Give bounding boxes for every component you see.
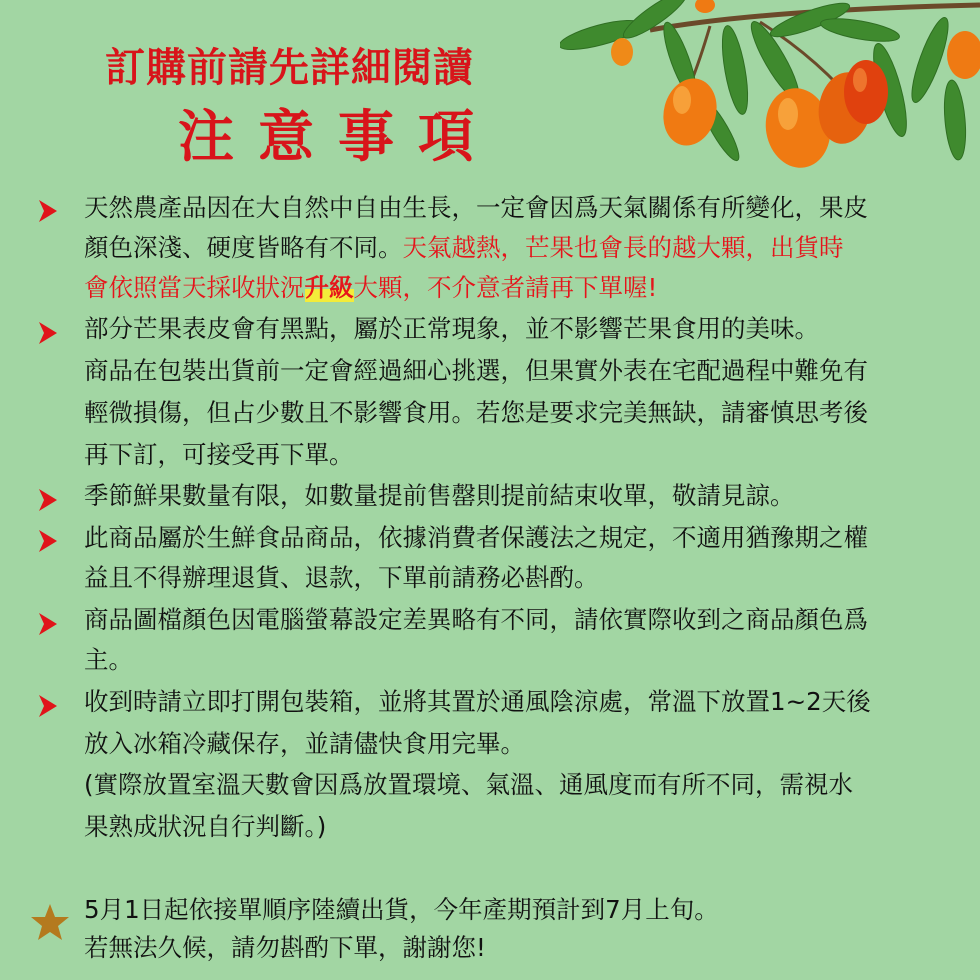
notice-2-line-1: 部分芒果表皮會有黑點，屬於正常現象，並不影響芒果食用的美味。	[84, 314, 819, 343]
notice-2-line-2: 商品在包裝出貨前一定會經過細心挑選，但果實外表在宅配過程中難免有	[84, 356, 868, 385]
notice-4-line-2: 益且不得辦理退貨、退款，下單前請務必斟酌。	[84, 563, 599, 592]
notice-6-line-4: 果熟成狀況自行判斷。)	[84, 812, 327, 841]
notice-1-line-1: 天然農產品因在大自然中自由生長，一定會因爲天氣關係有所變化，果皮	[84, 193, 868, 222]
notice-1-line-3: 會依照當天採收狀況升級大顆，不介意者請再下單喔!	[84, 273, 658, 302]
notice-5-line-2: 主。	[84, 645, 133, 674]
chevron-right-icon	[36, 611, 60, 637]
footer-line-1: 5月1日起依接單順序陸續出貨，今年產期預計到7月上旬。	[84, 895, 719, 924]
star-icon	[30, 902, 70, 942]
chevron-right-icon	[36, 528, 60, 554]
page-subtitle: 注意事項	[178, 105, 498, 170]
notice-1-line-2: 顏色深淺、硬度皆略有不同。天氣越熱，芒果也會長的越大顆，出貨時	[84, 233, 844, 262]
notice-5-line-1: 商品圖檔顏色因電腦螢幕設定差異略有不同，請依實際收到之商品顏色爲	[84, 605, 868, 634]
mango-branch-decoration	[560, 0, 980, 190]
notice-4-line-1: 此商品屬於生鮮食品商品，依據消費者保護法之規定，不適用猶豫期之權	[84, 523, 868, 552]
notice-2-line-3: 輕微損傷，但占少數且不影響食用。若您是要求完美無缺，請審慎思考後	[84, 398, 868, 427]
notice-6-line-2: 放入冰箱冷藏保存，並請儘快食用完畢。	[84, 729, 525, 758]
chevron-right-icon	[36, 198, 60, 224]
chevron-right-icon	[36, 693, 60, 719]
notice-6-line-3: (實際放置室溫天數會因爲放置環境、氣溫、通風度而有所不同，需視水	[84, 770, 854, 799]
chevron-right-icon	[36, 320, 60, 346]
chevron-right-icon	[36, 487, 60, 513]
footer-line-2: 若無法久候，請勿斟酌下單，謝謝您!	[84, 933, 486, 962]
notice-2-line-4: 再下訂，可接受再下單。	[84, 440, 354, 469]
notice-3-line-1: 季節鮮果數量有限，如數量提前售罄則提前結束收單，敬請見諒。	[84, 481, 795, 510]
page-title: 訂購前請先詳細閱讀	[105, 45, 474, 91]
notice-6-line-1: 收到時請立即打開包裝箱，並將其置於通風陰涼處，常溫下放置1~2天後	[84, 687, 871, 716]
upgrade-highlight: 升級	[304, 273, 354, 302]
